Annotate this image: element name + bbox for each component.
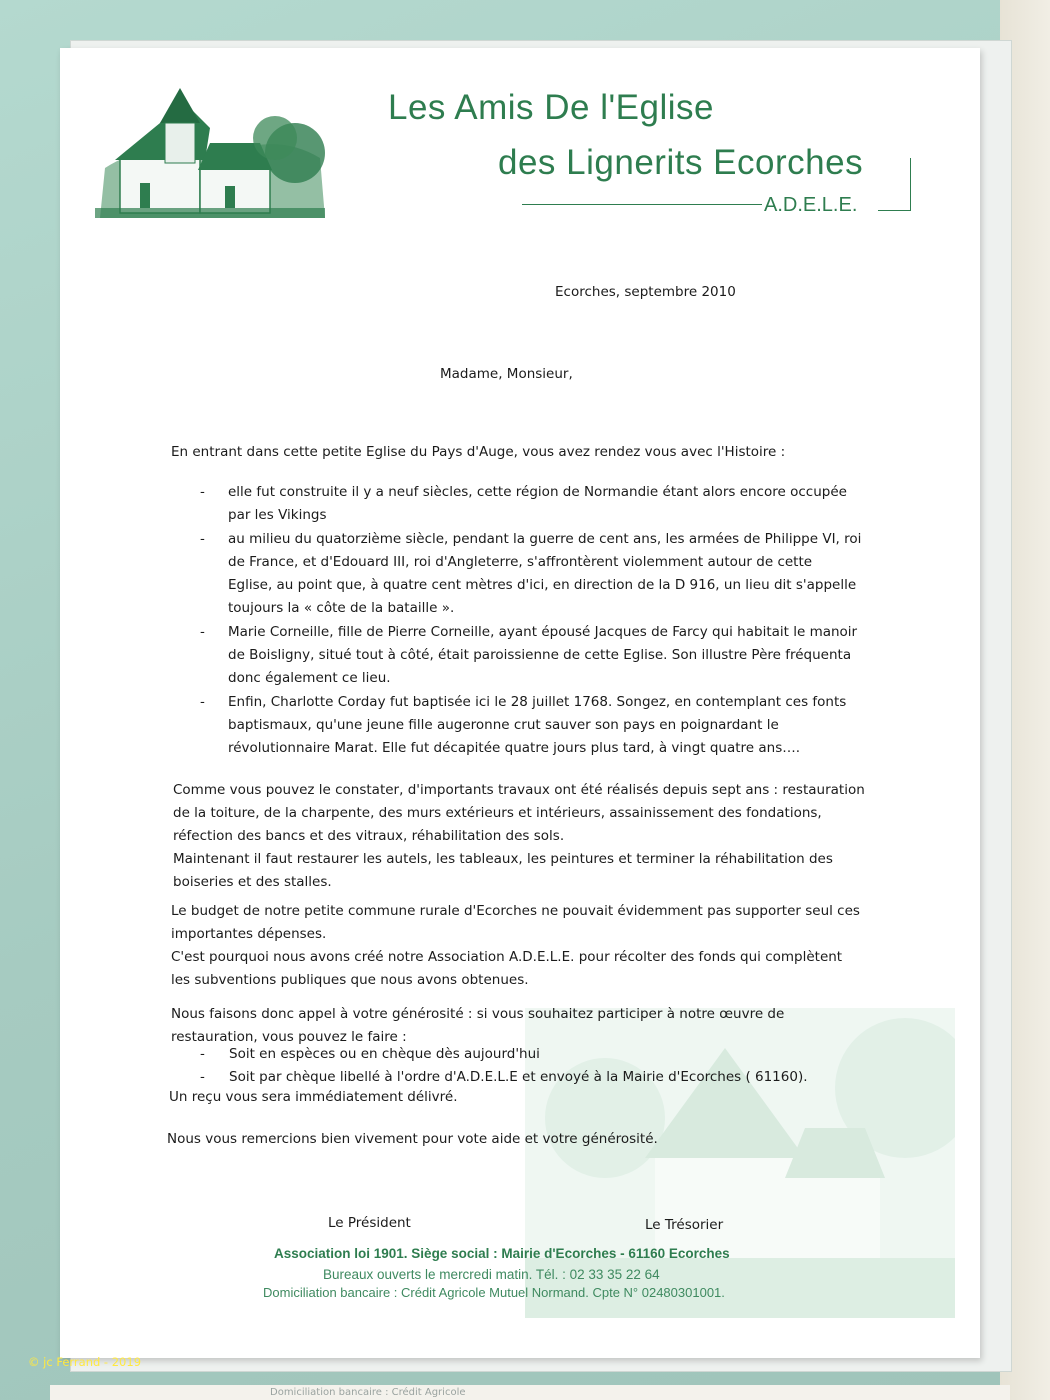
copyright-watermark: © jc Ferrand - 2019: [28, 1355, 142, 1369]
signature-treasurer: Le Trésorier: [645, 1217, 724, 1233]
bullet-dash: -: [200, 694, 205, 710]
bullet-line: Marie Corneille, fille de Pierre Corneille, ayant épousé Jacques de Farcy qui habitait le manoir: [228, 624, 858, 640]
paragraph-budget: [171, 900, 860, 992]
bullet-line: de France, et d'Edouard III, roi d'Angleterre, s'affrontèrent violemment autour de cette: [228, 554, 813, 570]
paragraph-line: restauration, vous pouvez le faire :: [171, 1029, 407, 1045]
option-dash: -: [200, 1069, 205, 1085]
letter-salutation: Madame, Monsieur,: [440, 366, 573, 382]
bullet-line: baptismaux, qu'une jeune fille augeronne crut sauver son pays en poignardant le: [228, 717, 779, 733]
bullet-corday: [228, 691, 846, 760]
bullet-line: elle fut construite il y a neuf siècles, cette région de Normandie étant alors encore occupée: [228, 484, 847, 500]
paragraph-line: C'est pourquoi nous avons créé notre Association A.D.E.L.E. pour récolter des fonds qui complètent: [171, 949, 843, 965]
bottom-sheet-edge: [50, 1385, 1010, 1400]
paragraph-line: boiseries et des stalles.: [173, 874, 332, 890]
bullet-hundred-years-war: [228, 528, 861, 620]
paragraph-line: Maintenant il faut restaurer les autels, les tableaux, les peintures et terminer la réhabilitation des: [173, 851, 833, 867]
bullet-line: révolutionnaire Marat. Elle fut décapitée quatre jours plus tard, à vingt quatre ans….: [228, 740, 801, 756]
paragraph-works: [173, 779, 865, 894]
paragraph-line: Comme vous pouvez le constater, d'importants travaux ont été réalisés depuis sept ans : restauration: [173, 782, 865, 798]
header-title-line1: Les Amis De l'Eglise: [388, 88, 714, 127]
option-cheque: Soit par chèque libellé à l'ordre d'A.D.E.L.E et envoyé à la Mairie d'Ecorches ( 61160).: [229, 1069, 808, 1085]
header-rule: [522, 204, 762, 205]
bullet-dash: -: [200, 624, 205, 640]
bullet-line: toujours la « côte de la bataille ».: [228, 600, 455, 616]
paragraph-line: importantes dépenses.: [171, 926, 327, 942]
header-rule-vertical: [910, 158, 911, 211]
church-logo-icon: [90, 68, 330, 223]
bullet-line: au milieu du quatorzième siècle, pendant la guerre de cent ans, les armées de Philippe VI, roi: [228, 531, 862, 547]
bullet-vikings: [228, 481, 847, 527]
paragraph-line: de la toiture, de la charpente, des murs extérieurs et intérieurs, assainissement des fondations,: [173, 805, 822, 821]
bullet-line: de Boisligny, situé tout à côté, était paroissienne de cette Eglise. Son illustre Père fréquenta: [228, 647, 852, 663]
option-dash: -: [200, 1046, 205, 1062]
receipt-note: Un reçu vous sera immédiatement délivré.: [169, 1089, 458, 1105]
bullet-dash: -: [200, 484, 205, 500]
header-rule-end: [878, 210, 911, 211]
footer-office-hours: Bureaux ouverts le mercredi matin. Tél. : 02 33 35 22 64: [323, 1267, 660, 1282]
bullet-dash: -: [200, 531, 205, 547]
bullet-corneille: [228, 621, 857, 690]
bullet-line: par les Vikings: [228, 507, 327, 523]
paragraph-line: Le budget de notre petite commune rurale d'Ecorches ne pouvait évidemment pas supporter seul ces: [171, 903, 860, 919]
header-title-line2: des Lignerits Ecorches: [498, 143, 864, 182]
letter-date: Ecorches, septembre 2010: [555, 284, 736, 300]
paragraph-line: réfection des bancs et des vitraux, réhabilitation des sols.: [173, 828, 565, 844]
bullet-line: Enfin, Charlotte Corday fut baptisée ici le 28 juillet 1768. Songez, en contemplant ces fonts: [228, 694, 847, 710]
letter-page: [60, 48, 980, 1358]
under-sheet-text: Domiciliation bancaire : Crédit Agricole: [270, 1387, 466, 1398]
bullet-line: donc également ce lieu.: [228, 670, 391, 686]
option-cash: Soit en espèces ou en chèque dès aujourd'hui: [229, 1046, 540, 1062]
footer-association: Association loi 1901. Siège social : Mairie d'Ecorches - 61160 Ecorches: [274, 1246, 730, 1261]
paragraph-line: les subventions publiques que nous avons obtenues.: [171, 972, 529, 988]
thanks-line: Nous vous remercions bien vivement pour vote aide et votre générosité.: [167, 1131, 658, 1147]
footer-bank: Domiciliation bancaire : Crédit Agricole Mutuel Normand. Cpte N° 02480301001.: [263, 1285, 725, 1300]
signature-president: Le Président: [328, 1215, 411, 1231]
bullet-line: Eglise, au point que, à quatre cent mètres d'ici, en direction de la D 916, un lieu dit s'appelle: [228, 577, 857, 593]
letter-intro: En entrant dans cette petite Eglise du Pays d'Auge, vous avez rendez vous avec l'Histoire :: [171, 444, 786, 460]
header-acronym: A.D.E.L.E.: [764, 194, 858, 216]
paragraph-line: Nous faisons donc appel à votre générosité : si vous souhaitez participer à notre œuvre de: [171, 1006, 785, 1022]
